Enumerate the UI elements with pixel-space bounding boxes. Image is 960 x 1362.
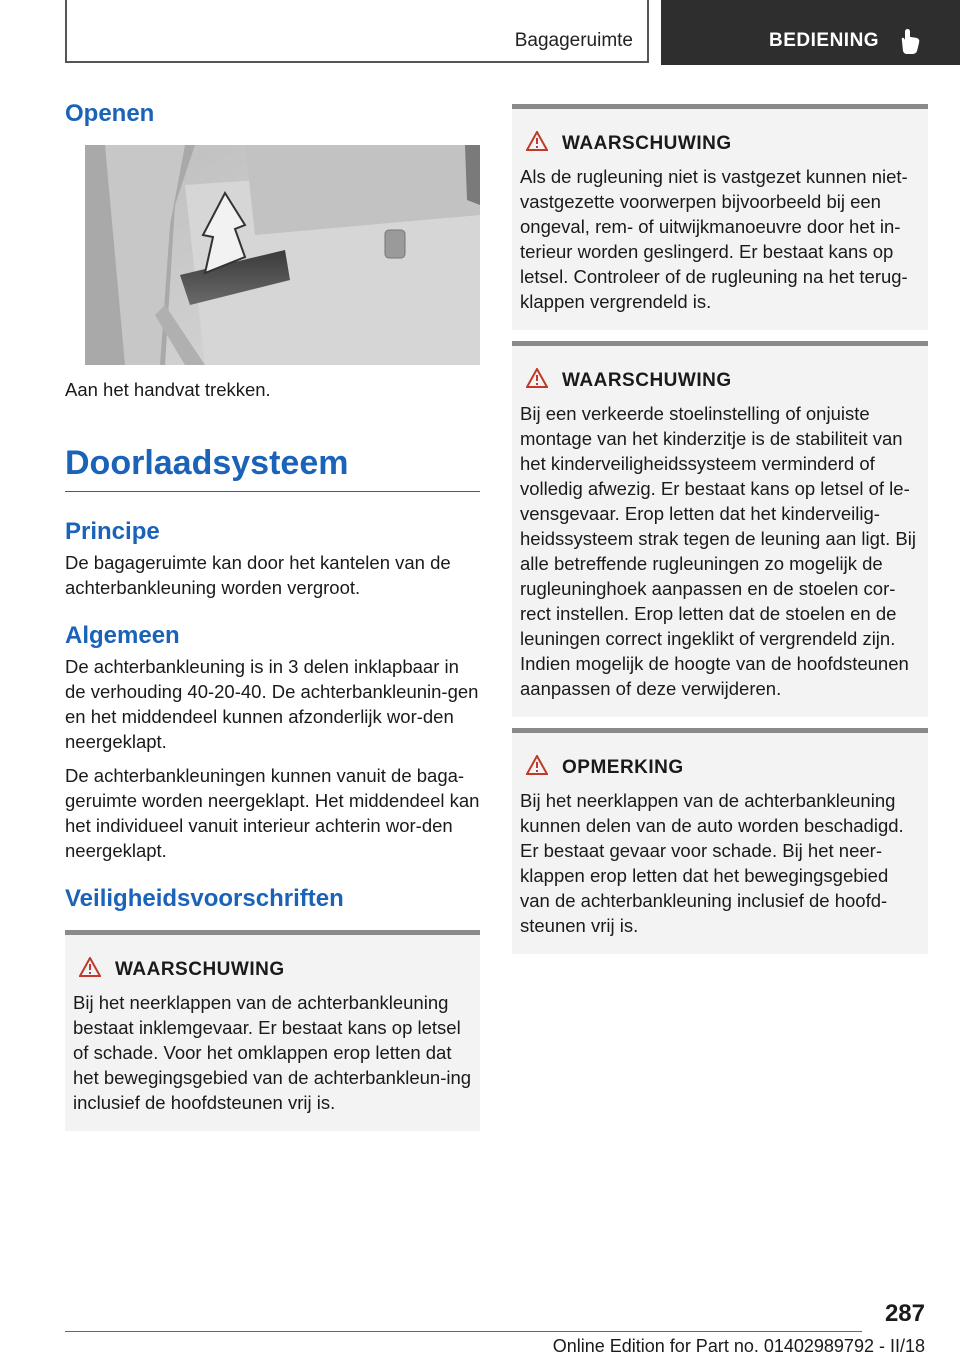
trunk-handle-photo — [85, 145, 480, 365]
warning-title: WAARSCHUWING — [562, 132, 732, 154]
footer-edition: Online Edition for Part no. 01402989792 - II/18 — [552, 1336, 925, 1356]
hand-pointer-icon — [897, 27, 921, 60]
note-title: OPMERKING — [562, 756, 684, 778]
header-chapter-title: BEDIENING — [769, 30, 880, 51]
warning-text: Bij het neerklappen van de achterbankleuning bestaat inklemgevaar. Er bestaat kans op letsel of schade. Voor het omklappen erop letten dat het bewegingsgebied van de achterbankleun-ing inclusief de hoofdsteunen vrij is. — [73, 992, 472, 1113]
veiligheidsvoorschriften-heading: Veiligheidsvoorschriften — [65, 885, 344, 912]
left-column — [65, 100, 480, 1131]
principe-text: De bagageruimte kan door het kantelen van de achterbankleuning worden vergroot. — [65, 552, 451, 598]
algemeen-paragraph-2: De achterbankleuningen kunnen vanuit de baga-geruimte worden neergeklapt. Het middendeel kan het individueel vanuit interieur achterin wor-den neergeklapt. — [65, 765, 480, 861]
header-chapter-tab — [661, 0, 960, 65]
header-section-box — [65, 0, 649, 63]
header-section-title: Bagageruimte — [514, 30, 633, 51]
warning-triangle-icon — [526, 368, 548, 393]
openen-heading: Openen — [65, 100, 155, 127]
photo-caption: Aan het handvat trekken. — [65, 379, 271, 400]
algemeen-paragraph-1: De achterbankleuning is in 3 delen inklapbaar in de verhouding 40-20-40. De achterbankleunin-gen en het middendeel kunnen afzonderlijk wor-den neergeklapt. — [65, 656, 479, 752]
note-box — [512, 728, 928, 954]
warning-box — [512, 104, 928, 330]
footer-divider — [65, 1331, 862, 1332]
warning-text: Bij een verkeerde stoelinstelling of onjuiste montage van het kinderzitje is de stabiliteit van het kinderveiligheidssysteem verminderd of volledig afwezig. Er bestaat kans op letsel of le-vensgevaar. Erop letten dat het kinderveilig-heidssysteem strak tegen de leuning aan ligt. Bij alle betreffende rugleuningen zo mogelijk de rugleuninghoek aanpassen en de stoelen cor-rect instellen. Erop letten dat de stoelen en de leuningen correct ingeklikt of vergrendeld zijn. Indien mogelijk de hoogte van de hoofdsteunen aanpassen of deze verwijderen. — [520, 403, 916, 699]
warning-title: WAARSCHUWING — [562, 369, 732, 391]
principe-heading: Principe — [65, 518, 160, 545]
right-column — [512, 104, 928, 954]
note-text: Bij het neerklappen van de achterbankleuning kunnen delen van de auto worden beschadigd. Er bestaat gevaar voor schade. Bij het neer-klappen erop letten dat het bewegingsgebied van de achterbankleuning inclusief de hoofd-steunen vrij is. — [520, 790, 904, 936]
warning-triangle-icon — [526, 131, 548, 156]
warning-title: WAARSCHUWING — [115, 958, 285, 980]
warning-box — [512, 341, 928, 717]
warning-triangle-icon — [79, 957, 101, 982]
warning-triangle-icon — [526, 755, 548, 780]
warning-box — [65, 930, 480, 1131]
warning-text: Als de rugleuning niet is vastgezet kunnen niet-vastgezette voorwerpen bijvoorbeeld bij een ongeval, rem- of uitwijkmanoeuvre door het in-terieur worden geslingerd. Er bestaat kans op letsel. Controleer of de rugleuning na het terug-klappen vergrendeld is. — [520, 166, 908, 312]
page-number: 287 — [884, 1300, 925, 1327]
algemeen-heading: Algemeen — [65, 622, 180, 649]
doorlaadsysteem-heading: Doorlaadsysteem — [65, 444, 480, 492]
